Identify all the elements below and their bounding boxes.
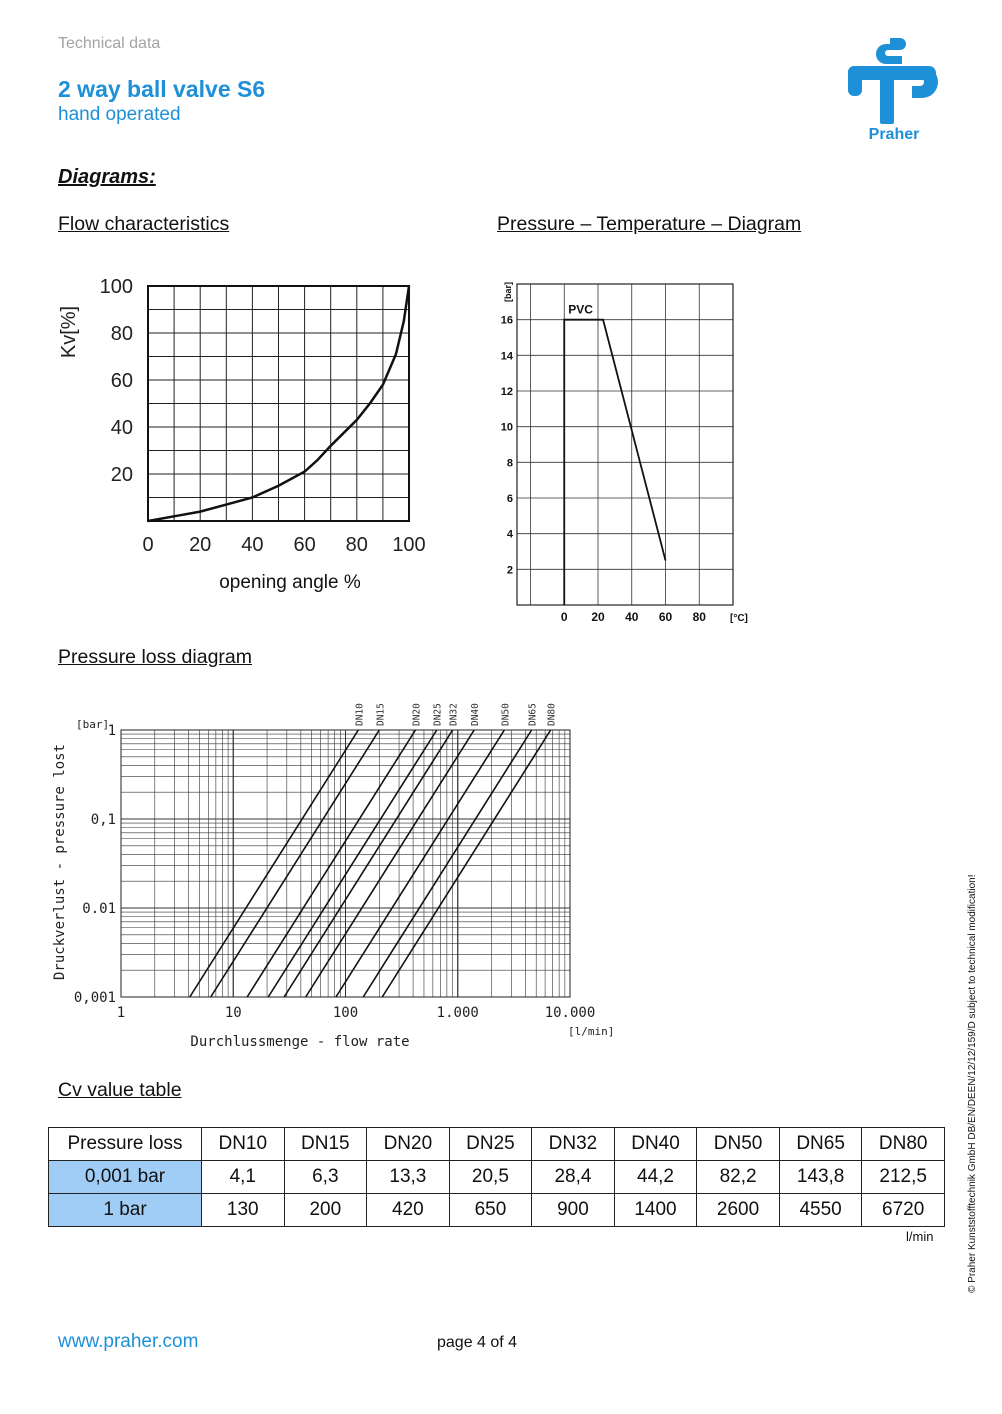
- document-tag: Technical data: [58, 35, 161, 52]
- y-tick-label: 6: [506, 493, 513, 505]
- cv-cell: 13,3: [367, 1161, 450, 1194]
- dn-curve: [211, 730, 380, 997]
- x-tick-label: 80: [345, 534, 368, 556]
- logo-text: Praher: [868, 126, 920, 143]
- cv-table-heading: Cv value table: [58, 1079, 182, 1101]
- dn-curve: [284, 730, 452, 997]
- document-title: 2 way ball valve S6: [58, 76, 266, 102]
- cv-header-cell: DN25: [449, 1128, 532, 1161]
- cv-cell: 650: [449, 1194, 532, 1227]
- cv-header-cell: DN15: [284, 1128, 367, 1161]
- table-row: [49, 1194, 945, 1227]
- cv-row-label: 0,001 bar: [49, 1161, 202, 1194]
- cv-header-cell: DN20: [367, 1128, 450, 1161]
- x-tick-label: 80: [692, 610, 706, 624]
- y-axis-label: Kv[%]: [58, 305, 80, 359]
- cv-header-cell: Pressure loss: [49, 1128, 202, 1161]
- y-tick-label: 14: [500, 350, 513, 363]
- flow-characteristics-chart: [0, 0, 470, 620]
- dn-curve: [268, 730, 437, 997]
- y-tick-label: 16: [500, 314, 513, 327]
- y-tick-label: 8: [506, 457, 513, 470]
- x-tick-label: 40: [241, 534, 264, 556]
- cv-row-label: 1 bar: [49, 1194, 202, 1227]
- cv-cell: 1400: [614, 1194, 697, 1227]
- cv-unit: l/min: [906, 1229, 934, 1244]
- y-tick-label: 100: [99, 276, 133, 298]
- cv-cell: 200: [284, 1194, 367, 1227]
- x-tick-label: 10: [224, 1005, 242, 1021]
- x-tick-label: 40: [625, 610, 639, 624]
- y-tick-label: 60: [110, 370, 133, 392]
- praher-logo-mark: [848, 38, 938, 124]
- cv-cell: 4,1: [202, 1161, 285, 1194]
- cv-cell: 420: [367, 1194, 450, 1227]
- x-tick-label: 20: [591, 610, 605, 624]
- series-label: DN15: [375, 703, 387, 726]
- x-tick-label: 20: [189, 534, 212, 556]
- series-label: DN32: [448, 703, 460, 726]
- y-tick-label: 12: [500, 386, 513, 398]
- x-axis-label: opening angle %: [219, 572, 361, 593]
- y-tick-label: 20: [110, 464, 133, 486]
- x-tick-label: 1.000: [436, 1005, 479, 1021]
- y-tick-label: 4: [506, 528, 513, 541]
- cv-cell: 212,5: [862, 1161, 945, 1194]
- cv-cell: 4550: [779, 1194, 862, 1227]
- x-tick-label: 100: [332, 1005, 359, 1021]
- cv-header-cell: DN32: [532, 1128, 615, 1161]
- series-label: PVC: [568, 302, 593, 317]
- x-tick-label: 1: [116, 1005, 126, 1021]
- series-label: DN50: [500, 703, 512, 726]
- y-tick-label: 1: [107, 723, 116, 739]
- series-label: DN20: [411, 703, 423, 726]
- x-axis-label: Durchlussmenge - flow rate: [190, 1034, 410, 1050]
- y-unit-label: [bar]: [503, 282, 513, 302]
- series-label: DN80: [546, 703, 558, 726]
- section-heading: Diagrams:: [58, 166, 156, 188]
- cv-value-table: [48, 1127, 945, 1227]
- dn-curve: [363, 730, 531, 997]
- cv-header-cell: DN10: [202, 1128, 285, 1161]
- cv-cell: 900: [532, 1194, 615, 1227]
- series-label: DN25: [432, 703, 444, 726]
- x-tick-label: 60: [658, 610, 673, 624]
- pressure-temperature-chart: [480, 270, 780, 640]
- y-tick-label: 10: [500, 421, 513, 434]
- praher-logo: [846, 34, 942, 144]
- y-tick-label: 0,001: [73, 990, 116, 1006]
- x-tick-label: 10.000: [544, 1005, 596, 1021]
- cv-cell: 6,3: [284, 1161, 367, 1194]
- series-label: DN65: [527, 703, 539, 726]
- y-tick-label: 0,1: [90, 812, 116, 828]
- pressure-loss-chart: [40, 690, 640, 1060]
- plot-frame: [517, 284, 733, 605]
- y-tick-label: 2: [506, 564, 513, 577]
- dn-curve: [336, 730, 504, 997]
- cv-header-row: [49, 1128, 945, 1161]
- y-unit-label: [bar]: [76, 718, 110, 731]
- cv-cell: 28,4: [532, 1161, 615, 1194]
- cv-cell: 143,8: [779, 1161, 862, 1194]
- x-tick-label: 100: [392, 534, 426, 556]
- cv-header-cell: DN50: [697, 1128, 780, 1161]
- cv-cell: 82,2: [697, 1161, 780, 1194]
- series-label: DN10: [354, 703, 366, 726]
- copyright-note: © Praher Kunststofftechnik GmbH DB/EN/DEEN/12/12/159/D subject to technical modification!: [967, 874, 978, 1293]
- y-tick-label: 0.01: [82, 901, 116, 917]
- y-tick-label: 40: [110, 417, 133, 439]
- cv-header-cell: DN40: [614, 1128, 697, 1161]
- x-tick-label: 60: [293, 534, 316, 556]
- y-tick-label: 80: [110, 323, 133, 345]
- series-label: DN40: [470, 703, 482, 726]
- cv-cell: 2600: [697, 1194, 780, 1227]
- website-link[interactable]: www.praher.com: [58, 1331, 199, 1352]
- loss-chart-heading: Pressure loss diagram: [58, 646, 252, 668]
- cv-cell: 6720: [862, 1194, 945, 1227]
- cv-cell: 130: [202, 1194, 285, 1227]
- pt-chart-heading: Pressure – Temperature – Diagram: [497, 213, 802, 235]
- flow-chart-heading: Flow characteristics: [58, 213, 230, 235]
- cv-cell: 44,2: [614, 1161, 697, 1194]
- cv-header-cell: DN65: [779, 1128, 862, 1161]
- x-unit-label: [°C]: [730, 613, 748, 624]
- cv-header-cell: DN80: [862, 1128, 945, 1161]
- x-tick-label: 0: [142, 534, 154, 556]
- table-row: [49, 1161, 945, 1194]
- dn-curve: [190, 730, 359, 997]
- page-number: page 4 of 4: [437, 1334, 518, 1351]
- x-tick-label: 0: [560, 610, 568, 624]
- x-unit-label: [l/min]: [568, 1025, 615, 1038]
- y-axis-label: Druckverlust - pressure lost: [52, 743, 68, 981]
- document-subtitle: hand operated: [58, 104, 181, 125]
- cv-cell: 20,5: [449, 1161, 532, 1194]
